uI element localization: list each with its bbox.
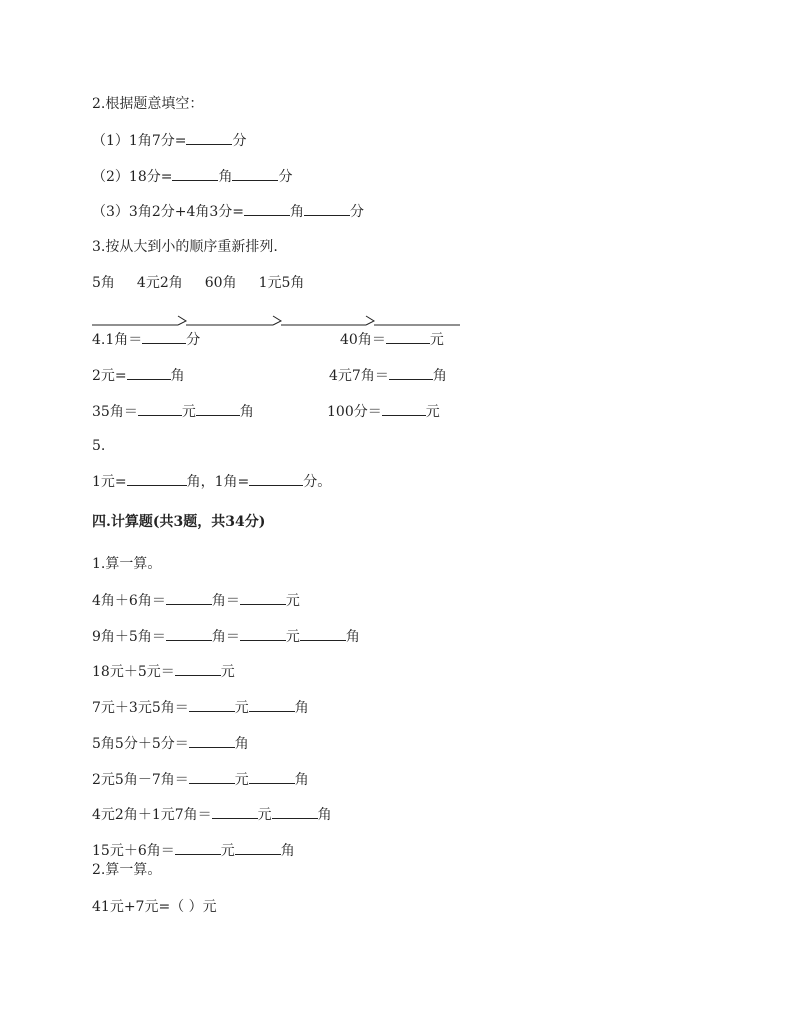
calc-item-3: 18元＋5元＝ 元: [92, 664, 235, 680]
answer-blank[interactable]: [244, 202, 290, 216]
order-section-title: 3.按从大到小的顺序重新排列.: [92, 239, 278, 255]
order-value: 1元5角: [258, 275, 305, 291]
answer-blank[interactable]: [172, 167, 218, 181]
convert-row-3-right: 100分＝ 元: [327, 404, 440, 420]
answer-blank[interactable]: [189, 770, 235, 784]
question-five: 1元= 角，1角= 分。: [92, 474, 332, 490]
answer-blank[interactable]: [249, 770, 295, 784]
answer-blank[interactable]: [142, 330, 186, 344]
calc-section-heading: 四.计算题(共3题，共34分): [92, 514, 266, 530]
answer-blank[interactable]: [304, 202, 350, 216]
answer-blank[interactable]: [300, 627, 346, 641]
answer-blank[interactable]: [166, 591, 212, 605]
answer-blank[interactable]: [389, 366, 433, 380]
answer-blank[interactable]: [249, 698, 295, 712]
answer-blank[interactable]: [175, 841, 221, 855]
answer-blank[interactable]: [212, 805, 258, 819]
calc-item-6: 2元5角－7角＝ 元 角: [92, 772, 309, 788]
order-value: 4元2角: [136, 275, 183, 291]
calc-q1-title: 1.算一算。: [92, 556, 162, 572]
calc-q2-title: 2.算一算。: [92, 862, 162, 878]
calc-item-8: 15元＋6角＝ 元 角: [92, 843, 295, 859]
answer-blank[interactable]: [272, 805, 318, 819]
answer-blank[interactable]: [235, 841, 281, 855]
answer-blank[interactable]: [189, 734, 235, 748]
answer-blank[interactable]: [166, 627, 212, 641]
greater-than-sign: [273, 316, 281, 325]
answer-blank[interactable]: [175, 662, 221, 676]
answer-blank[interactable]: [386, 330, 430, 344]
answer-blank[interactable]: [382, 402, 426, 416]
calc-item-7: 4元2角＋1元7角＝ 元 角: [92, 807, 332, 823]
answer-blank[interactable]: [138, 402, 182, 416]
greater-than-sign: [366, 316, 374, 325]
answer-blank[interactable]: [249, 472, 303, 486]
answer-blank[interactable]: [196, 402, 240, 416]
convert-row-3-left: 35角＝ 元 角: [92, 404, 254, 420]
answer-blank[interactable]: [127, 472, 187, 486]
answer-blank[interactable]: [240, 627, 286, 641]
answer-blank[interactable]: [127, 366, 171, 380]
convert-row-2-left: 2元= 角: [92, 368, 185, 384]
answer-blank[interactable]: [240, 591, 286, 605]
order-value: 5角: [92, 275, 115, 291]
order-answer-line: [90, 310, 462, 330]
calc-item-2: 9角＋5角＝ 角＝ 元 角: [92, 629, 360, 645]
question-five-number: 5.: [92, 438, 106, 454]
calc-item-5: 5角5分＋5分＝ 角: [92, 736, 249, 752]
fill-item-3: （3）3角2分+4角3分= 角 分: [92, 204, 364, 220]
calc-item-4: 7元＋3元5角＝ 元 角: [92, 700, 309, 716]
calc-item-1: 4角＋6角＝ 角＝ 元: [92, 593, 300, 609]
convert-row-2-right: 4元7角＝ 角: [329, 368, 447, 384]
order-values: [92, 274, 304, 292]
fill-section-title: 2.根据题意填空：: [92, 96, 204, 112]
convert-row-1-left: 4.1角＝ 分: [92, 332, 201, 348]
greater-than-sign: [178, 316, 186, 325]
order-value: 60角: [204, 275, 237, 291]
answer-blank[interactable]: [189, 698, 235, 712]
answer-blank[interactable]: [232, 167, 278, 181]
answer-blank[interactable]: [186, 131, 232, 145]
calc-q2-item: 41元+7元=（ ）元: [92, 899, 217, 915]
fill-item-2: （2）18分= 角 分: [92, 169, 293, 185]
convert-row-1-right: 40角＝ 元: [340, 332, 444, 348]
fill-item-1: （1）1角7分= 分: [92, 133, 247, 149]
